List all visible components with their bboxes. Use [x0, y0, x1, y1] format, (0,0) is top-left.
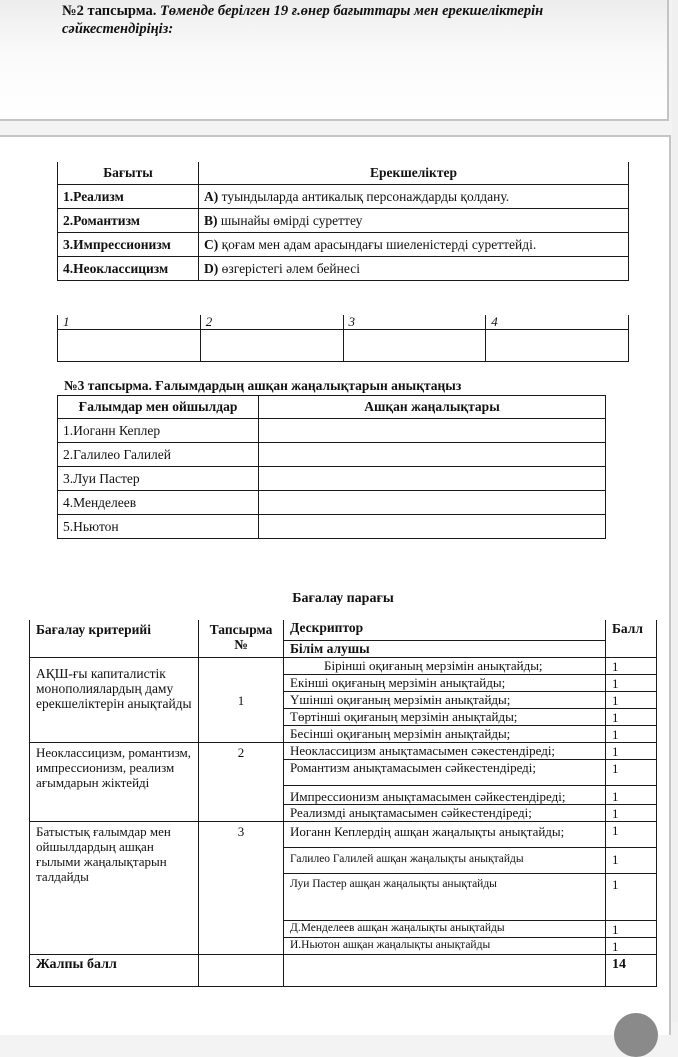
descriptor-cell: Импрессионизм анықтамасымен сәйкестендіреді; [284, 785, 606, 804]
feature-letter: B) [204, 212, 218, 228]
table-header-row [58, 162, 629, 185]
grading-row [30, 821, 657, 847]
scroll-button[interactable] [614, 1013, 658, 1057]
answer-grid-header [58, 315, 629, 330]
scientist-cell: 4.Менделеев [58, 491, 259, 515]
answer-cell[interactable] [200, 330, 343, 362]
answer-cell[interactable] [486, 330, 629, 362]
feature-letter: A) [204, 188, 219, 204]
direction-cell: 3.Импрессионизм [58, 233, 199, 257]
descriptor-cell: Төртінші оқиғаның мерзімін анықтайды; [284, 708, 606, 725]
descriptor-cell: Екінші оқиғаның мерзімін анықтайды; [284, 674, 606, 691]
header-features: Ерекшеліктер [199, 162, 629, 185]
table-row [58, 209, 629, 233]
scientist-cell: 3.Луи Пастер [58, 467, 259, 491]
header-criteria: Бағалау критерийі [30, 620, 199, 657]
header-learner: Білім алушы [284, 640, 606, 657]
score-cell: 1 [606, 691, 657, 708]
answer-number: 3 [343, 315, 486, 330]
answer-number: 4 [486, 315, 629, 330]
task2-heading [62, 2, 582, 38]
task-number-cell: 1 [199, 657, 284, 742]
answer-grid-row [58, 330, 629, 362]
direction-cell: 2.Романтизм [58, 209, 199, 233]
table-row [58, 233, 629, 257]
feature-cell [199, 209, 629, 233]
feature-text: туындыларда антикалық персонаждарды қолдану. [221, 188, 510, 204]
feature-cell [199, 257, 629, 281]
table-row [58, 467, 606, 491]
total-descriptor-cell [284, 954, 606, 986]
header-descriptor: Дескриптор [284, 620, 606, 640]
discovery-cell[interactable] [259, 491, 606, 515]
total-label: Жалпы балл [30, 954, 199, 986]
score-cell: 1 [606, 920, 657, 937]
score-cell: 1 [606, 674, 657, 691]
descriptor-cell: Неоклассицизм анықтамасымен сәкестендіреді; [284, 742, 606, 759]
feature-text: өзгерістегі әлем бейнесі [221, 260, 360, 276]
score-cell: 1 [606, 847, 657, 873]
total-row [30, 954, 657, 986]
table-row [58, 419, 606, 443]
grading-header-row [30, 620, 657, 640]
feature-text: қоғам мен адам арасындағы шиеленістерді суреттейді. [221, 236, 537, 252]
total-task-cell [199, 954, 284, 986]
grading-row [30, 657, 657, 674]
score-cell: 1 [606, 657, 657, 674]
answer-number: 2 [200, 315, 343, 330]
answer-cell[interactable] [343, 330, 486, 362]
scientists-table [57, 395, 606, 539]
discovery-cell[interactable] [259, 515, 606, 539]
total-score: 14 [606, 954, 657, 986]
scientist-cell: 1.Иоганн Кеплер [58, 419, 259, 443]
feature-letter: C) [204, 236, 219, 252]
table-row [58, 443, 606, 467]
window-edge [672, 0, 678, 1022]
task-number-cell: 2 [199, 742, 284, 821]
header-discoveries: Ашқан жаңалықтары [259, 396, 606, 419]
table-row [58, 185, 629, 209]
task2-number: №2 тапсырма. [62, 3, 157, 19]
score-cell: 1 [606, 742, 657, 759]
scientist-cell: 2.Галилео Галилей [58, 443, 259, 467]
descriptor-cell: Романтизм анықтамасымен сәйкестендіреді; [284, 759, 606, 785]
score-cell: 1 [606, 821, 657, 847]
grading-row [30, 742, 657, 759]
criteria-cell: Батыстық ғалымдар мен ойшылдардың ашқан ғылыми жаңалықтарын талдайды [30, 821, 199, 954]
header-score: Балл [606, 620, 657, 657]
answer-grid-table [57, 315, 629, 362]
table-row [58, 491, 606, 515]
direction-cell: 1.Реализм [58, 185, 199, 209]
descriptor-cell: Реализмді анықтамасымен сәйкестендіреді; [284, 804, 606, 821]
discovery-cell[interactable] [259, 419, 606, 443]
grading-table [29, 620, 657, 987]
feature-text: шынайы өмірді суреттеу [220, 212, 363, 228]
answer-number: 1 [58, 315, 201, 330]
answer-cell[interactable] [58, 330, 201, 362]
task2-instruction: Төменде берілген 19 ғ.өнер бағыттары мен ерекшеліктерін сәйкестендіріңіз: [62, 3, 544, 37]
table-header-row [58, 396, 606, 419]
criteria-cell: Неоклассицизм, романтизм, импрессионизм, реализм ағымдарын жіктейді [30, 742, 199, 821]
descriptor-cell: Бірінші оқиғаның мерзімін анықтайды; [284, 657, 606, 674]
table-row [58, 515, 606, 539]
score-cell: 1 [606, 708, 657, 725]
score-cell: 1 [606, 873, 657, 920]
descriptor-cell: Луи Пастер ашқан жаңалықты анықтайды [284, 873, 606, 920]
header-scientists: Ғалымдар мен ойшылдар [58, 396, 259, 419]
scientist-cell: 5.Ньютон [58, 515, 259, 539]
task-number-cell: 3 [199, 821, 284, 954]
feature-cell [199, 185, 629, 209]
grading-sheet-title: Бағалау парағы [292, 591, 394, 606]
feature-cell [199, 233, 629, 257]
criteria-cell: АҚШ-ғы капиталистік монополиялардың даму ерекшеліктерін анықтайды [30, 657, 199, 742]
descriptor-cell: Үшінші оқиғаның мерзімін анықтайды; [284, 691, 606, 708]
direction-cell: 4.Неоклассицизм [58, 257, 199, 281]
table-row [58, 257, 629, 281]
descriptor-cell: Бесінші оқиғаның мерзімін анықтайды; [284, 725, 606, 742]
descriptor-cell: Д.Менделеев ашқан жаңалықты анықтайды [284, 920, 606, 937]
descriptor-cell: Галилео Галилей ашқан жаңалықты анықтайды [284, 847, 606, 873]
feature-letter: D) [204, 260, 219, 276]
discovery-cell[interactable] [259, 467, 606, 491]
header-direction: Бағыты [58, 162, 199, 185]
score-cell: 1 [606, 759, 657, 785]
header-task: Тапсырма № [199, 620, 284, 657]
art-directions-table [57, 162, 629, 281]
score-cell: 1 [606, 725, 657, 742]
descriptor-cell: И.Ньютон ашқан жаңалықты анықтайды [284, 937, 606, 954]
descriptor-cell: Иоганн Кеплердің ашқан жаңалықты анықтайды; [284, 821, 606, 847]
score-cell: 1 [606, 937, 657, 954]
task3-heading: №3 тапсырма. Ғалымдардың ашқан жаңалықтарын анықтаңыз [64, 378, 462, 393]
document-page-1 [0, 0, 669, 121]
score-cell: 1 [606, 785, 657, 804]
score-cell: 1 [606, 804, 657, 821]
discovery-cell[interactable] [259, 443, 606, 467]
